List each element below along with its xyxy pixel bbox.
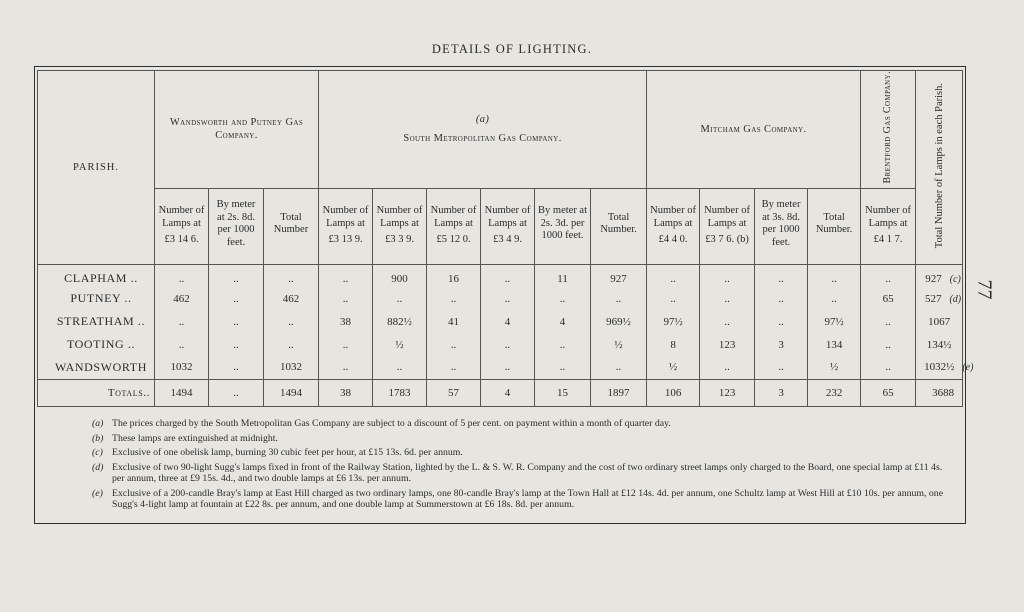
parish-total: 527 [924, 292, 942, 305]
footnote-text: Exclusive of a 200-candle Bray's lamp at East Hill charged as two ordinary lamps, one 80-candle Bray's lamp at the Town Hall at £12 14s. 4d. per annum, one Schultz lamp at West Hill at £10 10s. per annum, one Sugg's 4-light lamp at fountain at £22 8s. per annum, and one double lamp at Summerstown at £6 18s. 8d. per annum. [112, 487, 944, 510]
table-cell: .. [427, 333, 481, 356]
table-cell: .. [481, 333, 535, 356]
parish-total: 1032½ [924, 361, 955, 374]
column-header [535, 188, 591, 264]
table-cell: .. [481, 356, 535, 379]
header-parish: PARISH. [38, 71, 155, 265]
table-cell: 462 [264, 287, 319, 310]
table-row [38, 333, 963, 356]
totals-cell: 15 [535, 379, 591, 406]
column-header-rate: £3 3 9. [385, 234, 414, 246]
table-cell: .. [319, 356, 373, 379]
table-cell: .. [209, 264, 264, 287]
totals-cell: 4 [481, 379, 535, 406]
parish-total: 1067 [928, 315, 951, 328]
footnote-ref: (e) [962, 362, 974, 374]
totals-cell: 38 [319, 379, 373, 406]
table-cell: .. [700, 264, 755, 287]
column-header [155, 188, 209, 264]
table-row [38, 356, 963, 379]
table-cell: .. [319, 287, 373, 310]
totals-cell: 65 [861, 379, 916, 406]
totals-cell: 123 [700, 379, 755, 406]
totals-cell: 1494 [155, 379, 209, 406]
footnote-mark: (b) [92, 432, 104, 444]
table-cell: .. [319, 264, 373, 287]
totals-cell: 1897 [591, 379, 647, 406]
table-cell: .. [209, 333, 264, 356]
column-header-rate: £4 1 7. [873, 234, 903, 246]
grand-total: 3688 [916, 379, 963, 406]
parish-total-cell [916, 287, 963, 310]
parish-total-cell [916, 310, 963, 333]
header-brentford-company [861, 71, 916, 189]
parish-total-cell [916, 333, 963, 356]
table-cell: .. [861, 264, 916, 287]
column-header-rate: £3 7 6. (b) [705, 234, 749, 246]
table-cell: 65 [861, 287, 916, 310]
column-header-label: Total Number. [600, 211, 637, 236]
totals-cell: 1783 [373, 379, 427, 406]
column-header [427, 188, 481, 264]
table-cell: .. [591, 356, 647, 379]
table-cell: ½ [591, 333, 647, 356]
column-header [209, 188, 264, 264]
column-header-rate: £3 13 9. [328, 234, 363, 246]
footnote-ref: (d) [949, 293, 962, 305]
column-header-label: Total Number [273, 211, 309, 236]
table-cell: .. [861, 333, 916, 356]
table-cell: .. [209, 287, 264, 310]
table-cell: 4 [535, 310, 591, 333]
footnote-text: The prices charged by the South Metropolitan Gas Company are subject to a discount of 5 per cent. on payment within a month of quarter day. [112, 418, 671, 429]
column-header [755, 188, 808, 264]
parish-name: TOOTING .. [38, 333, 155, 356]
table-cell: 4 [481, 310, 535, 333]
table-row [38, 287, 963, 310]
header-mitcham-company: Mitcham Gas Company. [647, 71, 861, 189]
table-cell: .. [700, 356, 755, 379]
table-cell: 97½ [647, 310, 700, 333]
parish-name: CLAPHAM .. [38, 264, 155, 287]
column-header [319, 188, 373, 264]
table-cell: 1032 [264, 356, 319, 379]
totals-cell: 106 [647, 379, 700, 406]
table-cell: .. [264, 310, 319, 333]
lighting-table-container [37, 70, 974, 399]
table-cell: 900 [373, 264, 427, 287]
table-cell: .. [209, 356, 264, 379]
table-cell: 969½ [591, 310, 647, 333]
table-cell: .. [808, 264, 861, 287]
column-header-label: Number of Lamps at [376, 205, 423, 229]
column-header-label: Number of Lamps at [158, 205, 205, 229]
column-header-label: Number of Lamps at [484, 205, 531, 229]
column-header-rate: £5 12 0. [436, 234, 471, 246]
parish-name: WANDSWORTH [38, 356, 155, 379]
totals-label: Totals.. [38, 379, 155, 406]
table-cell: .. [535, 356, 591, 379]
column-header-label: Number of Lamps at [322, 205, 369, 229]
table-cell: .. [700, 310, 755, 333]
table-cell: .. [155, 310, 209, 333]
column-header-rate: £3 4 9. [493, 234, 522, 246]
table-cell: .. [808, 287, 861, 310]
table-row [38, 264, 963, 287]
table-cell: .. [861, 310, 916, 333]
footnote-ref: (c) [949, 273, 961, 285]
table-cell: ½ [808, 356, 861, 379]
totals-cell: 1494 [264, 379, 319, 406]
page-number: 77 [973, 279, 996, 300]
table-cell: .. [535, 333, 591, 356]
table-cell: 11 [535, 264, 591, 287]
table-cell: .. [319, 333, 373, 356]
table-cell: .. [427, 287, 481, 310]
parish-total: 134½ [926, 338, 952, 351]
column-header-rate: £3 14 6. [164, 234, 199, 246]
footnote-text: Exclusive of one obelisk lamp, burning 30 cubic feet per hour, at £15 13s. 6d. per annum. [112, 447, 463, 458]
table-cell: .. [481, 287, 535, 310]
table-cell: .. [155, 264, 209, 287]
parish-name: STREATHAM .. [38, 310, 155, 333]
parish-name: PUTNEY .. [38, 287, 155, 310]
totals-cell: 3 [755, 379, 808, 406]
footnote [92, 418, 952, 430]
column-header [808, 188, 861, 264]
table-cell: .. [209, 310, 264, 333]
table-cell: .. [861, 356, 916, 379]
totals-row [38, 379, 963, 406]
table-cell: .. [647, 287, 700, 310]
footnote [92, 447, 952, 459]
total-parish-label: Total Number of Lamps in each Parish. [933, 83, 945, 249]
lighting-table [37, 70, 974, 407]
table-cell: .. [264, 264, 319, 287]
footnote-mark: (d) [92, 461, 104, 473]
table-cell: .. [755, 310, 808, 333]
table-row [38, 310, 963, 333]
header-total-parish [916, 71, 963, 265]
column-header-label: By meter at 2s. 3d. per 1000 feet. [538, 205, 588, 242]
column-header [647, 188, 700, 264]
table-cell: ½ [373, 333, 427, 356]
table-cell: .. [755, 287, 808, 310]
table-cell: 462 [155, 287, 209, 310]
table-cell: .. [373, 356, 427, 379]
totals-cell: 232 [808, 379, 861, 406]
table-cell: .. [591, 287, 647, 310]
column-header-label: Total Number. [815, 211, 853, 236]
column-header-label: By meter at 3s. 8d. per 1000 feet. [761, 198, 801, 248]
table-cell: 8 [647, 333, 700, 356]
parish-total: 927 [925, 272, 942, 285]
header-south-met-company [319, 71, 647, 189]
table-cell: .. [755, 264, 808, 287]
column-header [481, 188, 535, 264]
footnote-mark: (a) [92, 418, 104, 429]
totals-cell: .. [209, 379, 264, 406]
footnote-text: Exclusive of two 90-light Sugg's lamps fixed in front of the Railway Station, lighted by the L. & S. W. R. Company and the cost of two ordinary street lamps only charged to the Board, one special lamp at £11 4s. per annum, three at £9 15s. 4d., and two double lamps at £6 13s. per annum. [112, 461, 943, 484]
column-header [373, 188, 427, 264]
table-cell: .. [700, 287, 755, 310]
totals-cell: 57 [427, 379, 481, 406]
column-header [861, 188, 916, 264]
column-header [700, 188, 755, 264]
table-cell: .. [264, 333, 319, 356]
table-cell: .. [647, 264, 700, 287]
south-met-note-mark: (a) [475, 114, 490, 126]
footnote [92, 462, 952, 485]
brentford-company-label: Brentford Gas Company. [881, 71, 893, 184]
column-header [264, 188, 319, 264]
table-cell: 16 [427, 264, 481, 287]
footnote [92, 488, 952, 511]
column-header-label: Number of Lamps at [650, 205, 696, 229]
footnote [92, 433, 952, 445]
table-cell: 41 [427, 310, 481, 333]
footnote-mark: (c) [92, 447, 103, 458]
south-met-company-name: South Metropolitan Gas Company. [403, 133, 562, 145]
table-cell: 3 [755, 333, 808, 356]
table-cell: 1032 [155, 356, 209, 379]
table-cell: .. [155, 333, 209, 356]
column-header-label: Number of Lamps at [865, 205, 911, 229]
table-cell: 882½ [373, 310, 427, 333]
table-cell: .. [535, 287, 591, 310]
table-cell: .. [427, 356, 481, 379]
table-cell: 123 [700, 333, 755, 356]
table-cell: 97½ [808, 310, 861, 333]
column-header-label: By meter at 2s. 8d. per 1000 feet. [216, 198, 256, 248]
table-cell: .. [373, 287, 427, 310]
header-wandsworth-company: Wandsworth and Putney Gas Company. [155, 71, 319, 189]
table-cell: .. [755, 356, 808, 379]
table-cell: ½ [647, 356, 700, 379]
table-cell: 927 [591, 264, 647, 287]
parish-total-cell [916, 356, 974, 379]
parish-total-cell [916, 264, 963, 287]
footnote-mark: (e) [92, 487, 103, 499]
table-cell: 38 [319, 310, 373, 333]
page-title: DETAILS OF LIGHTING. [431, 42, 593, 56]
table-cell: 134 [808, 333, 861, 356]
column-header-label: Number of Lamps at [430, 205, 477, 229]
column-header [591, 188, 647, 264]
footnotes [92, 418, 952, 514]
footnote-text: These lamps are extinguished at midnight. [112, 432, 278, 444]
table-cell: .. [481, 264, 535, 287]
column-header-label: Number of Lamps at [704, 205, 750, 229]
column-header-rate: £4 4 0. [658, 234, 688, 246]
